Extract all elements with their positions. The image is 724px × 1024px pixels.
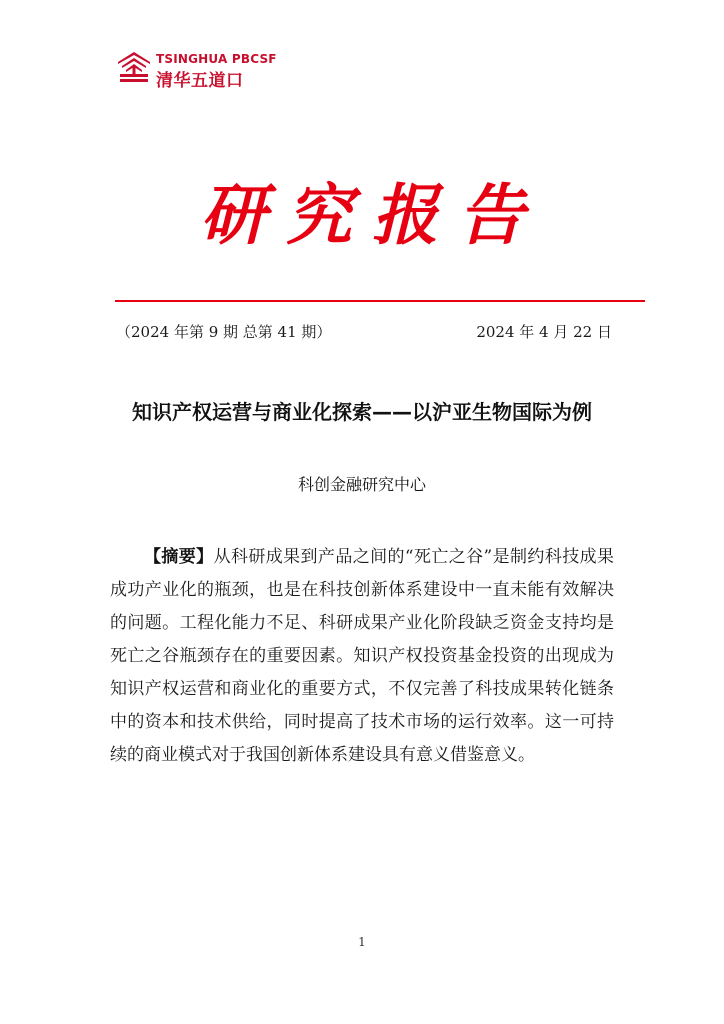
- abstract-paragraph: [110, 541, 614, 772]
- header-divider: [115, 300, 645, 302]
- logo-english-text: TSINGHUA PBCSF: [156, 52, 277, 66]
- page-number: 1: [358, 935, 366, 949]
- report-type-heading: 研究报告: [200, 176, 544, 254]
- abstract-text: 从科研成果到产品之间的“死亡之谷”是制约科技成果成功产业化的瓶颈，也是在科技创新体系建设中一直未能有效解决的问题。工程化能力不足、科研成果产业化阶段缺乏资金支持均是死亡之谷瓶颈存在的重要因素。知识产权投资基金投资的出现成为知识产权运营和商业化的重要方式，不仅完善了科技成果转化链条中的资本和技术供给，同时提高了技术市场的运行效率。这一可持续的商业模式对于我国创新体系建设具有意义借鉴意义。: [110, 547, 614, 765]
- abstract-label: 【摘要】: [144, 547, 214, 567]
- department-name: 科创金融研究中心: [297, 475, 426, 494]
- report-title: 知识产权运营与商业化探索——以沪亚生物国际为例: [132, 400, 592, 424]
- logo-chinese-text: 清华五道口: [156, 71, 244, 91]
- publish-date: 2024 年 4 月 22 日: [476, 323, 612, 341]
- header-logo: [116, 50, 276, 90]
- issue-number: （2024 年第 9 期 总第 41 期）: [116, 323, 332, 341]
- tsinghua-pbcsf-logo-icon: [116, 50, 152, 86]
